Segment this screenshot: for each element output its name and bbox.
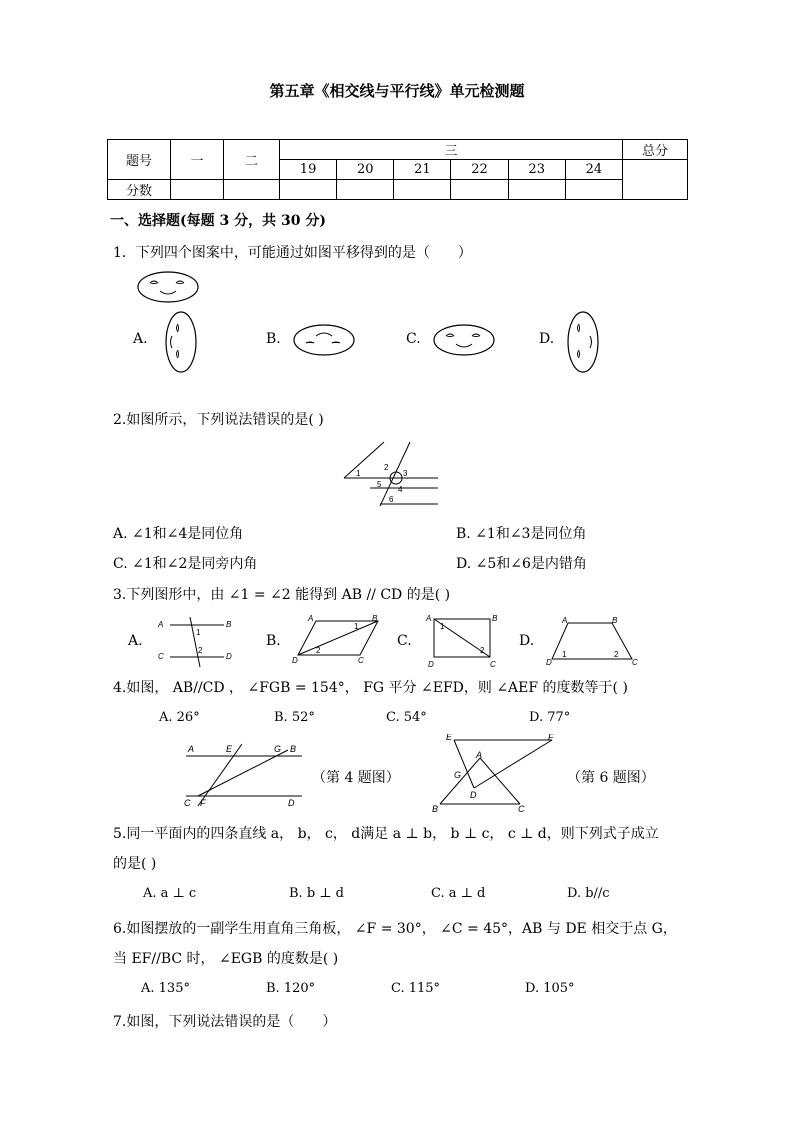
score-cell[interactable]	[280, 180, 337, 200]
q2-angle-label: 5	[377, 480, 382, 489]
subcol-21: 21	[394, 160, 451, 180]
q4-figure	[180, 738, 310, 812]
fig-angle: 1	[354, 622, 359, 631]
score-table	[107, 139, 688, 200]
q3-stem: 3.下列图形中，由 ∠1 = ∠2 能得到 AB // CD 的是( )	[113, 587, 451, 603]
fig-angle: 2	[316, 646, 321, 655]
fig4-label: A	[188, 744, 195, 754]
q1-option-d-face	[566, 310, 600, 374]
fig-angle: 1	[196, 628, 201, 637]
fig4-caption: （第 4 题图）	[312, 770, 400, 786]
score-cell[interactable]	[337, 180, 394, 200]
q2-angle-label: 6	[389, 495, 394, 504]
fig-letter: C	[158, 652, 164, 661]
q1-reference-face	[136, 270, 202, 304]
q2-option-a: A. ∠1和∠4是同位角	[113, 526, 244, 542]
fig4-label: E	[226, 744, 233, 754]
total-cell	[623, 160, 688, 200]
q4-option-a: A. 26°	[159, 710, 200, 725]
fig6-caption: （第 6 题图）	[567, 770, 655, 786]
header-tihao: 题号	[108, 140, 171, 180]
q5-stem-line2: 的是( )	[113, 856, 157, 872]
q2-figure	[340, 440, 444, 506]
header-san: 三	[280, 140, 623, 160]
q4-stem: 4.如图， AB//CD ， ∠FGB = 154°， FG 平分 ∠EFD，则 ∠AEF 的度数等于( )	[113, 680, 628, 696]
q6-stem-line2: 当 EF//BC 时， ∠EGB 的度数是( )	[113, 951, 339, 967]
fig-angle: 1	[440, 622, 445, 631]
q1-option-d-label: D.	[539, 331, 555, 347]
page-title: 第五章《相交线与平行线》单元检测题	[269, 82, 525, 100]
q2-angle-label: 2	[384, 463, 389, 472]
q1-option-a-face	[164, 310, 198, 374]
q1-option-c-face	[432, 323, 498, 357]
q2-option-b: B. ∠1和∠3是同位角	[456, 526, 587, 542]
q4-option-d: D. 77°	[529, 710, 571, 725]
q6-figure	[430, 734, 560, 816]
q1-option-a-label: A.	[133, 331, 148, 347]
fig6-label: A	[476, 750, 483, 760]
q6-option-c: C. 115°	[391, 981, 441, 996]
section-heading: 一、选择题(每题 3 分，共 30 分)	[110, 213, 326, 229]
q3-figure-c	[424, 613, 504, 669]
fig4-label: G	[274, 744, 282, 754]
q2-angle-label: 1	[356, 469, 361, 478]
score-cell[interactable]	[565, 180, 622, 200]
score-cell[interactable]	[224, 180, 280, 200]
fig-angle: 2	[198, 646, 203, 655]
q6-option-d: D. 105°	[525, 981, 575, 996]
score-cell[interactable]	[394, 180, 451, 200]
fig-letter: A	[426, 614, 432, 623]
fig6-label: F	[548, 734, 554, 742]
fig-letter: B	[226, 620, 232, 629]
header-er: 二	[224, 140, 280, 180]
fig-letter: C	[632, 658, 638, 667]
q2-option-d: D. ∠5和∠6是内错角	[456, 556, 587, 572]
score-cell[interactable]	[508, 180, 565, 200]
fig-letter: C	[490, 660, 496, 669]
fig4-label: F	[200, 798, 206, 808]
header-total: 总分	[623, 140, 688, 160]
q3-figure-d	[546, 613, 642, 669]
fig-letter: A	[308, 614, 314, 623]
fig-angle: 2	[614, 650, 619, 659]
subcol-19: 19	[280, 160, 337, 180]
fig-angle: 2	[480, 646, 485, 655]
q3-option-a-label: A.	[128, 633, 143, 649]
fig6-label: G	[454, 770, 462, 780]
q3-option-c-label: C.	[397, 633, 412, 649]
q3-option-d-label: D.	[519, 633, 535, 649]
fig4-label: D	[288, 798, 295, 808]
fig4-label: B	[290, 744, 297, 754]
fig-letter: D	[226, 652, 232, 661]
q6-stem-line1: 6.如图摆放的一副学生用直角三角板， ∠F = 30°， ∠C = 45°，AB 与 DE 相交于点 G，	[113, 921, 677, 937]
q2-option-c: C. ∠1和∠2是同旁内角	[113, 556, 258, 572]
fig-letter: B	[612, 616, 618, 625]
q1-option-b-label: B.	[266, 331, 281, 347]
fig-letter: C	[358, 656, 364, 665]
header-yi: 一	[171, 140, 224, 180]
q4-option-b: B. 52°	[274, 710, 315, 725]
fig-letter: B	[492, 614, 498, 623]
fig6-label: E	[446, 734, 453, 742]
q6-option-b: B. 120°	[266, 981, 316, 996]
q1-option-c-label: C.	[406, 331, 421, 347]
q1-stem: 1．下列四个图案中，可能通过如图平移得到的是（ ）	[113, 245, 472, 261]
q5-option-a: A. a ⊥ c	[143, 886, 197, 901]
q2-stem: 2.如图所示，下列说法错误的是( )	[113, 412, 324, 428]
q6-option-a: A. 135°	[141, 981, 190, 996]
q5-option-c: C. a ⊥ d	[431, 886, 486, 901]
q5-option-b: B. b ⊥ d	[289, 886, 344, 901]
subcol-22: 22	[451, 160, 508, 180]
subcol-24: 24	[565, 160, 622, 180]
fig-letter: A	[158, 620, 164, 629]
fig-letter: B	[372, 614, 378, 623]
subcol-20: 20	[337, 160, 394, 180]
fig-letter: D	[428, 660, 434, 669]
q3-figure-b	[292, 613, 384, 665]
fig-angle: 1	[562, 650, 567, 659]
q2-angle-label: 3	[403, 469, 408, 478]
subcol-23: 23	[508, 160, 565, 180]
score-cell[interactable]	[171, 180, 224, 200]
score-cell[interactable]	[451, 180, 508, 200]
fig4-label: C	[184, 798, 191, 808]
q5-stem-line1: 5.同一平面内的四条直线 a， b， c， d满足 a ⊥ b， b ⊥ c， c ⊥ d，则下列式子成立	[113, 826, 659, 842]
q1-option-b-face	[292, 323, 358, 357]
fig6-label: B	[432, 804, 439, 814]
q3-option-b-label: B.	[266, 633, 281, 649]
fig6-label: D	[470, 790, 477, 800]
q7-stem: 7.如图，下列说法错误的是（ ）	[113, 1014, 337, 1030]
q4-option-c: C. 54°	[386, 710, 427, 725]
q2-angle-label: 4	[398, 485, 403, 494]
fig-letter: D	[292, 656, 298, 665]
row-fenshu-label: 分数	[108, 180, 171, 200]
q3-figure-a	[156, 613, 240, 669]
fig-letter: A	[562, 616, 568, 625]
fig-letter: D	[546, 658, 552, 667]
q5-option-d: D. b//c	[567, 886, 610, 901]
fig6-label: C	[518, 804, 525, 814]
